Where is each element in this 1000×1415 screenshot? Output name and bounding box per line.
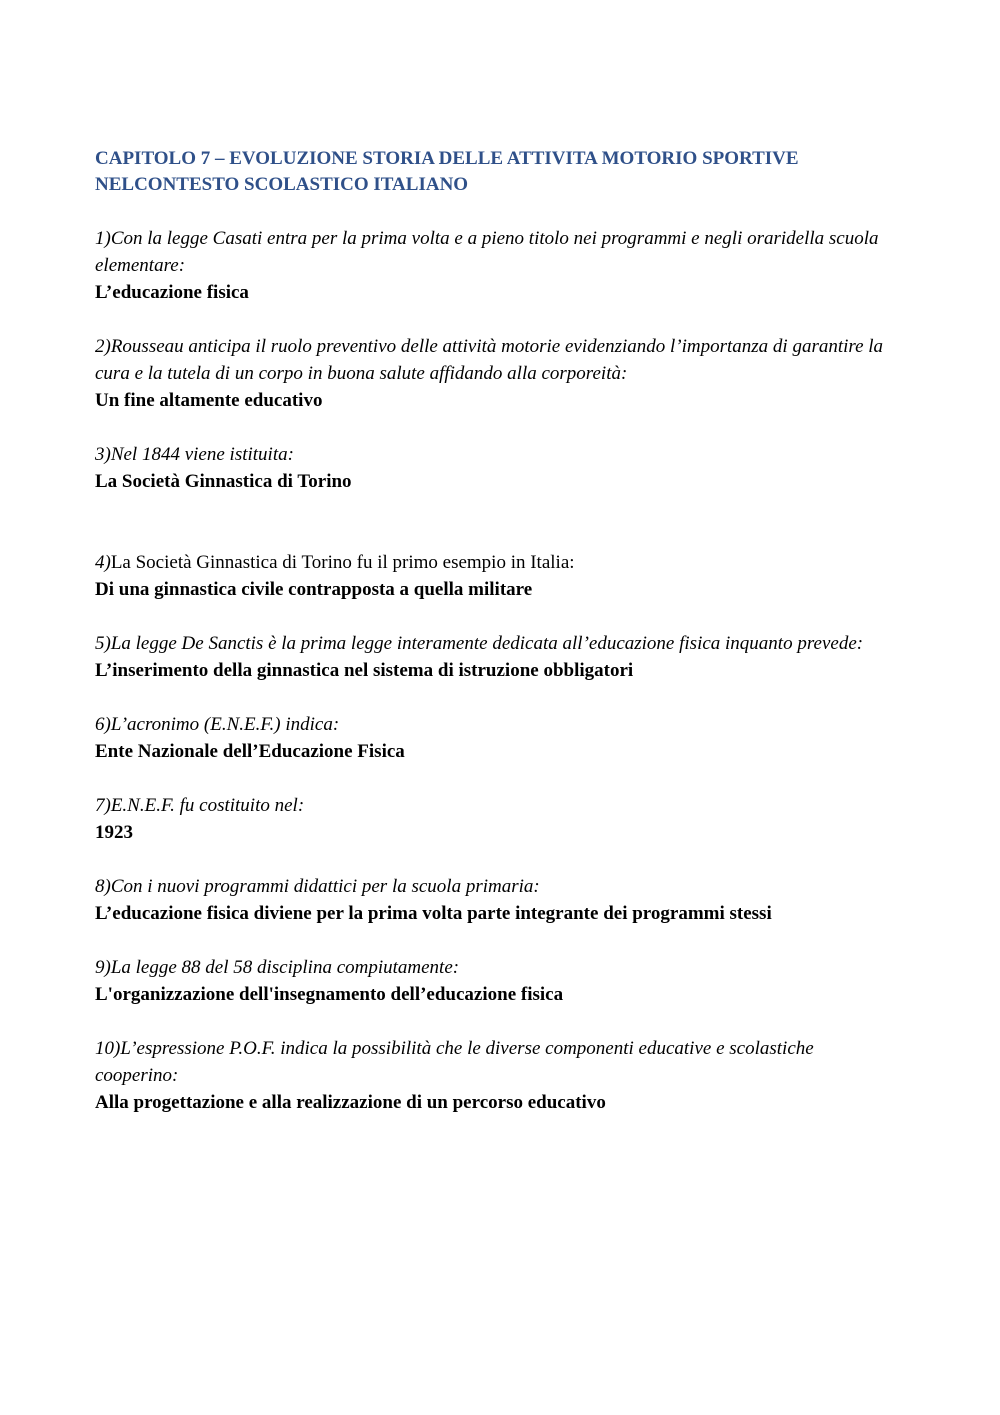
question-body: Nel 1844 viene istituita: <box>110 444 294 465</box>
question-item-1 <box>95 225 895 306</box>
answer-text: L’inserimento della ginnastica nel sistema di istruzione obbligatori <box>95 660 634 681</box>
document-page <box>95 146 895 1143</box>
question-item-8 <box>95 873 895 927</box>
question-body: La legge De Sanctis è la prima legge interamente dedicata all’educazione fisica inquanto prevede: <box>110 633 864 654</box>
question-number: 3) <box>95 444 111 465</box>
answer-text: Alla progettazione e alla realizzazione di un percorso educativo <box>95 1092 606 1113</box>
question-text <box>95 630 895 657</box>
question-text <box>95 792 895 819</box>
question-text <box>95 549 895 576</box>
question-body: La Società Ginnastica di Torino fu il primo esempio in Italia: <box>110 552 575 573</box>
answer-text: L’educazione fisica <box>95 282 249 303</box>
question-item-7 <box>95 792 895 846</box>
question-number: 6) <box>95 714 111 735</box>
question-text <box>95 711 895 738</box>
answer-text: L'organizzazione dell'insegnamento dell’educazione fisica <box>95 984 564 1005</box>
question-item-6 <box>95 711 895 765</box>
question-body: E.N.E.F. fu costituito nel: <box>110 795 305 816</box>
question-number: 1) <box>95 228 111 249</box>
question-body: La legge 88 del 58 disciplina compiutamente: <box>110 957 460 978</box>
question-number: 9) <box>95 957 111 978</box>
question-body: L’espressione P.O.F. indica la possibilità che le diverse componenti educative e scolastiche cooperino: <box>95 1038 814 1086</box>
question-number: 2) <box>95 336 111 357</box>
question-number: 7) <box>95 795 111 816</box>
question-number: 4) <box>95 552 111 573</box>
question-text <box>95 954 895 981</box>
question-text <box>95 225 895 279</box>
answer-text: 1923 <box>95 822 133 843</box>
answer-text: Un fine altamente educativo <box>95 390 323 411</box>
question-body: Con i nuovi programmi didattici per la scuola primaria: <box>110 876 540 897</box>
answer-text: Ente Nazionale dell’Educazione Fisica <box>95 741 405 762</box>
question-list <box>95 225 895 1116</box>
question-number: 8) <box>95 876 111 897</box>
question-item-2 <box>95 333 895 414</box>
question-item-9 <box>95 954 895 1008</box>
chapter-title-line-1: CAPITOLO 7 – EVOLUZIONE STORIA DELLE ATTIVITA MOTORIO SPORTIVE <box>95 148 799 169</box>
question-item-5 <box>95 630 895 684</box>
question-number: 5) <box>95 633 111 654</box>
question-text <box>95 441 895 468</box>
answer-text: La Società Ginnastica di Torino <box>95 471 352 492</box>
question-item-4 <box>95 549 895 603</box>
question-body: Con la legge Casati entra per la prima volta e a pieno titolo nei programmi e negli oraridella scuola elementare: <box>95 228 879 276</box>
chapter-title <box>95 146 895 198</box>
question-text <box>95 1035 895 1089</box>
question-number: 10) <box>95 1038 121 1059</box>
question-item-10 <box>95 1035 895 1116</box>
question-text <box>95 333 895 387</box>
answer-text: Di una ginnastica civile contrapposta a quella militare <box>95 579 533 600</box>
question-item-3 <box>95 441 895 495</box>
chapter-title-line-2: NELCONTESTO SCOLASTICO ITALIANO <box>95 174 469 195</box>
question-body: Rousseau anticipa il ruolo preventivo delle attività motorie evidenziando l’importanza di garantire la cura e la tutela di un corpo in buona salute affidando alla corporeità: <box>95 336 884 384</box>
question-body: L’acronimo (E.N.E.F.) indica: <box>110 714 340 735</box>
question-text <box>95 873 895 900</box>
answer-text: L’educazione fisica diviene per la prima volta parte integrante dei programmi stessi <box>95 903 772 924</box>
